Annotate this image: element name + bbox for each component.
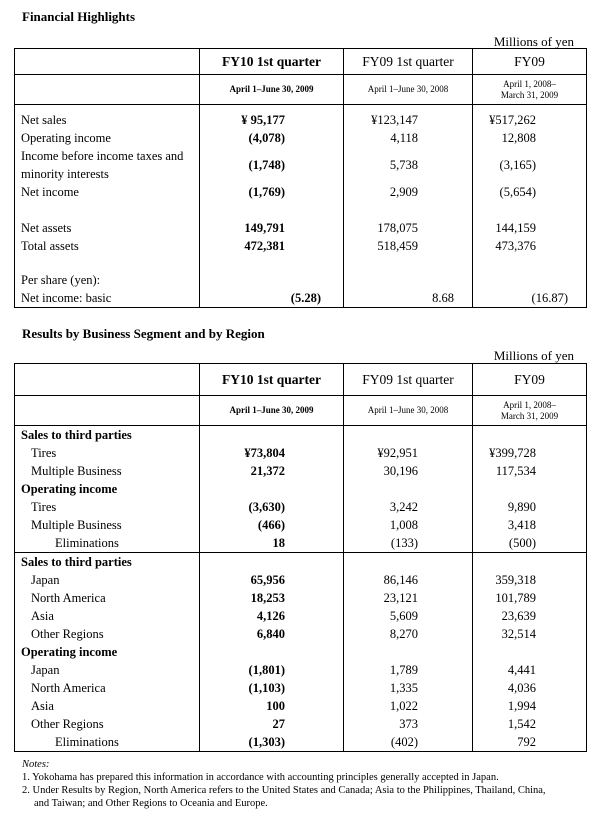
value-cell: (1,103) — [200, 679, 344, 697]
note-2: 2. Under Results by Region, North America refers to the United States and Canada; Asia to the Philippines, Thailand, China, — [22, 785, 546, 796]
value-cell: 23,121 — [344, 589, 473, 607]
value-cell: ¥399,728 — [489, 446, 536, 460]
table-row — [15, 589, 587, 607]
row-label: Eliminations — [15, 534, 200, 553]
value-cell: 101,789 — [495, 591, 536, 605]
table-row — [15, 715, 587, 733]
header-fy09: FY09 — [473, 49, 587, 75]
section-label: Operating income — [15, 643, 200, 661]
value-cell: 792 — [517, 735, 536, 749]
table-row: Per share (yen): — [15, 271, 587, 289]
value-cell: 1,022 — [344, 697, 473, 715]
value-cell: 5,609 — [344, 607, 473, 625]
subheader-fy09: April 1, 2008– March 31, 2009 — [473, 75, 587, 105]
subheader-fy10-q1: April 1–June 30, 2009 — [200, 396, 344, 426]
header-fy09: FY09 — [473, 364, 587, 396]
row-label: Japan — [15, 571, 200, 589]
header-fy10-q1: FY10 1st quarter — [200, 364, 344, 396]
table-row — [15, 498, 587, 516]
value-cell: 86,146 — [344, 571, 473, 589]
header-fy10-q1: FY10 1st quarter — [200, 49, 344, 75]
value-cell: 1,542 — [507, 717, 536, 731]
section-label: Sales to third parties — [15, 553, 200, 572]
value-cell: 1,789 — [344, 661, 473, 679]
row-label: Multiple Business — [15, 462, 200, 480]
table-row: Net sales ¥ 95,177 ¥123,147 ¥517,262 — [15, 111, 587, 129]
subheader-fy09: April 1, 2008– March 31, 2009 — [473, 396, 587, 426]
row-label: Asia — [15, 607, 200, 625]
row-label: Asia — [15, 697, 200, 715]
subheader-fy10-q1: April 1–June 30, 2009 — [200, 75, 344, 105]
header-fy09-q1: FY09 1st quarter — [344, 364, 473, 396]
note-2-continued: and Taiwan; and Other Regions to Oceania and Europe. — [34, 798, 268, 809]
value-cell: 1,994 — [507, 699, 536, 713]
segments-unit: Millions of yen — [493, 348, 574, 363]
subheader-fy09-q1: April 1–June 30, 2008 — [344, 75, 473, 105]
value-cell: 3,242 — [344, 498, 473, 516]
row-label: Japan — [15, 661, 200, 679]
financial-highlights-table — [14, 48, 587, 308]
section-label: Sales to third parties — [15, 426, 200, 445]
table-row — [15, 571, 587, 589]
table-row — [15, 733, 587, 752]
value-cell: (3,630) — [200, 498, 344, 516]
financial-highlights-title: Financial Highlights — [22, 9, 136, 24]
section-row — [15, 553, 587, 572]
row-label: North America — [15, 589, 200, 607]
value-cell: 359,318 — [495, 573, 536, 587]
row-label: Multiple Business — [15, 516, 200, 534]
section-row — [15, 480, 587, 498]
table-row — [15, 534, 587, 553]
value-cell: (500) — [508, 536, 536, 550]
value-cell: 373 — [344, 715, 473, 733]
segment-results-table — [14, 363, 587, 752]
table-row: Net income (1,769) 2,909 (5,654) — [15, 183, 587, 201]
value-cell: 6,840 — [200, 625, 344, 643]
table-row — [15, 625, 587, 643]
value-cell: ¥73,804 — [200, 444, 344, 462]
value-cell: (466) — [200, 516, 344, 534]
table-row: Net assets 149,791 178,075 144,159 — [15, 219, 587, 237]
table-row — [15, 444, 587, 462]
note-1: 1. Yokohama has prepared this information in accordance with accounting principles generally accepted in Japan. — [22, 772, 499, 783]
value-cell: 4,441 — [507, 663, 536, 677]
table-row: Net income: basic (5.28) 8.68 (16.87) — [15, 289, 587, 308]
value-cell: 65,956 — [200, 571, 344, 589]
value-cell: 23,639 — [501, 609, 536, 623]
subheader-fy09-q1: April 1–June 30, 2008 — [344, 396, 473, 426]
row-label: Other Regions — [15, 625, 200, 643]
section-row — [15, 643, 587, 661]
notes-title: Notes: — [22, 759, 50, 770]
value-cell: 4,036 — [507, 681, 536, 695]
table-row — [15, 607, 587, 625]
table-row: Operating income (4,078) 4,118 12,808 — [15, 129, 587, 147]
value-cell: 1,335 — [344, 679, 473, 697]
value-cell: 3,418 — [507, 518, 536, 532]
section-row — [15, 426, 587, 445]
table-row — [15, 462, 587, 480]
table-row — [15, 516, 587, 534]
segment-results-title: Results by Business Segment and by Region — [22, 326, 265, 341]
value-cell: 18,253 — [200, 589, 344, 607]
value-cell: 27 — [200, 715, 344, 733]
value-cell: 9,890 — [507, 500, 536, 514]
value-cell: 117,534 — [495, 464, 536, 478]
value-cell: 21,372 — [200, 462, 344, 480]
value-cell: ¥92,951 — [344, 444, 473, 462]
value-cell: 8,270 — [344, 625, 473, 643]
value-cell: 1,008 — [344, 516, 473, 534]
value-cell: 4,126 — [200, 607, 344, 625]
header-fy09-q1: FY09 1st quarter — [344, 49, 473, 75]
value-cell: (402) — [344, 733, 473, 752]
row-label: Other Regions — [15, 715, 200, 733]
row-label: Eliminations — [15, 733, 200, 752]
value-cell: (133) — [344, 534, 473, 553]
value-cell: 100 — [200, 697, 344, 715]
row-label: Tires — [15, 444, 200, 462]
row-label: Tires — [15, 498, 200, 516]
value-cell: (1,801) — [200, 661, 344, 679]
table-row — [15, 679, 587, 697]
value-cell: 30,196 — [344, 462, 473, 480]
table-row: Total assets 472,381 518,459 473,376 — [15, 237, 587, 255]
value-cell: 32,514 — [501, 627, 536, 641]
section-label: Operating income — [15, 480, 200, 498]
table-row: Income before income taxes and minority interests (1,748) 5,738 (3,165) — [15, 147, 587, 183]
highlights-unit: Millions of yen — [493, 34, 574, 49]
table-row — [15, 697, 587, 715]
value-cell: (1,303) — [200, 733, 344, 752]
value-cell: 18 — [200, 534, 344, 553]
row-label: North America — [15, 679, 200, 697]
table-row — [15, 661, 587, 679]
